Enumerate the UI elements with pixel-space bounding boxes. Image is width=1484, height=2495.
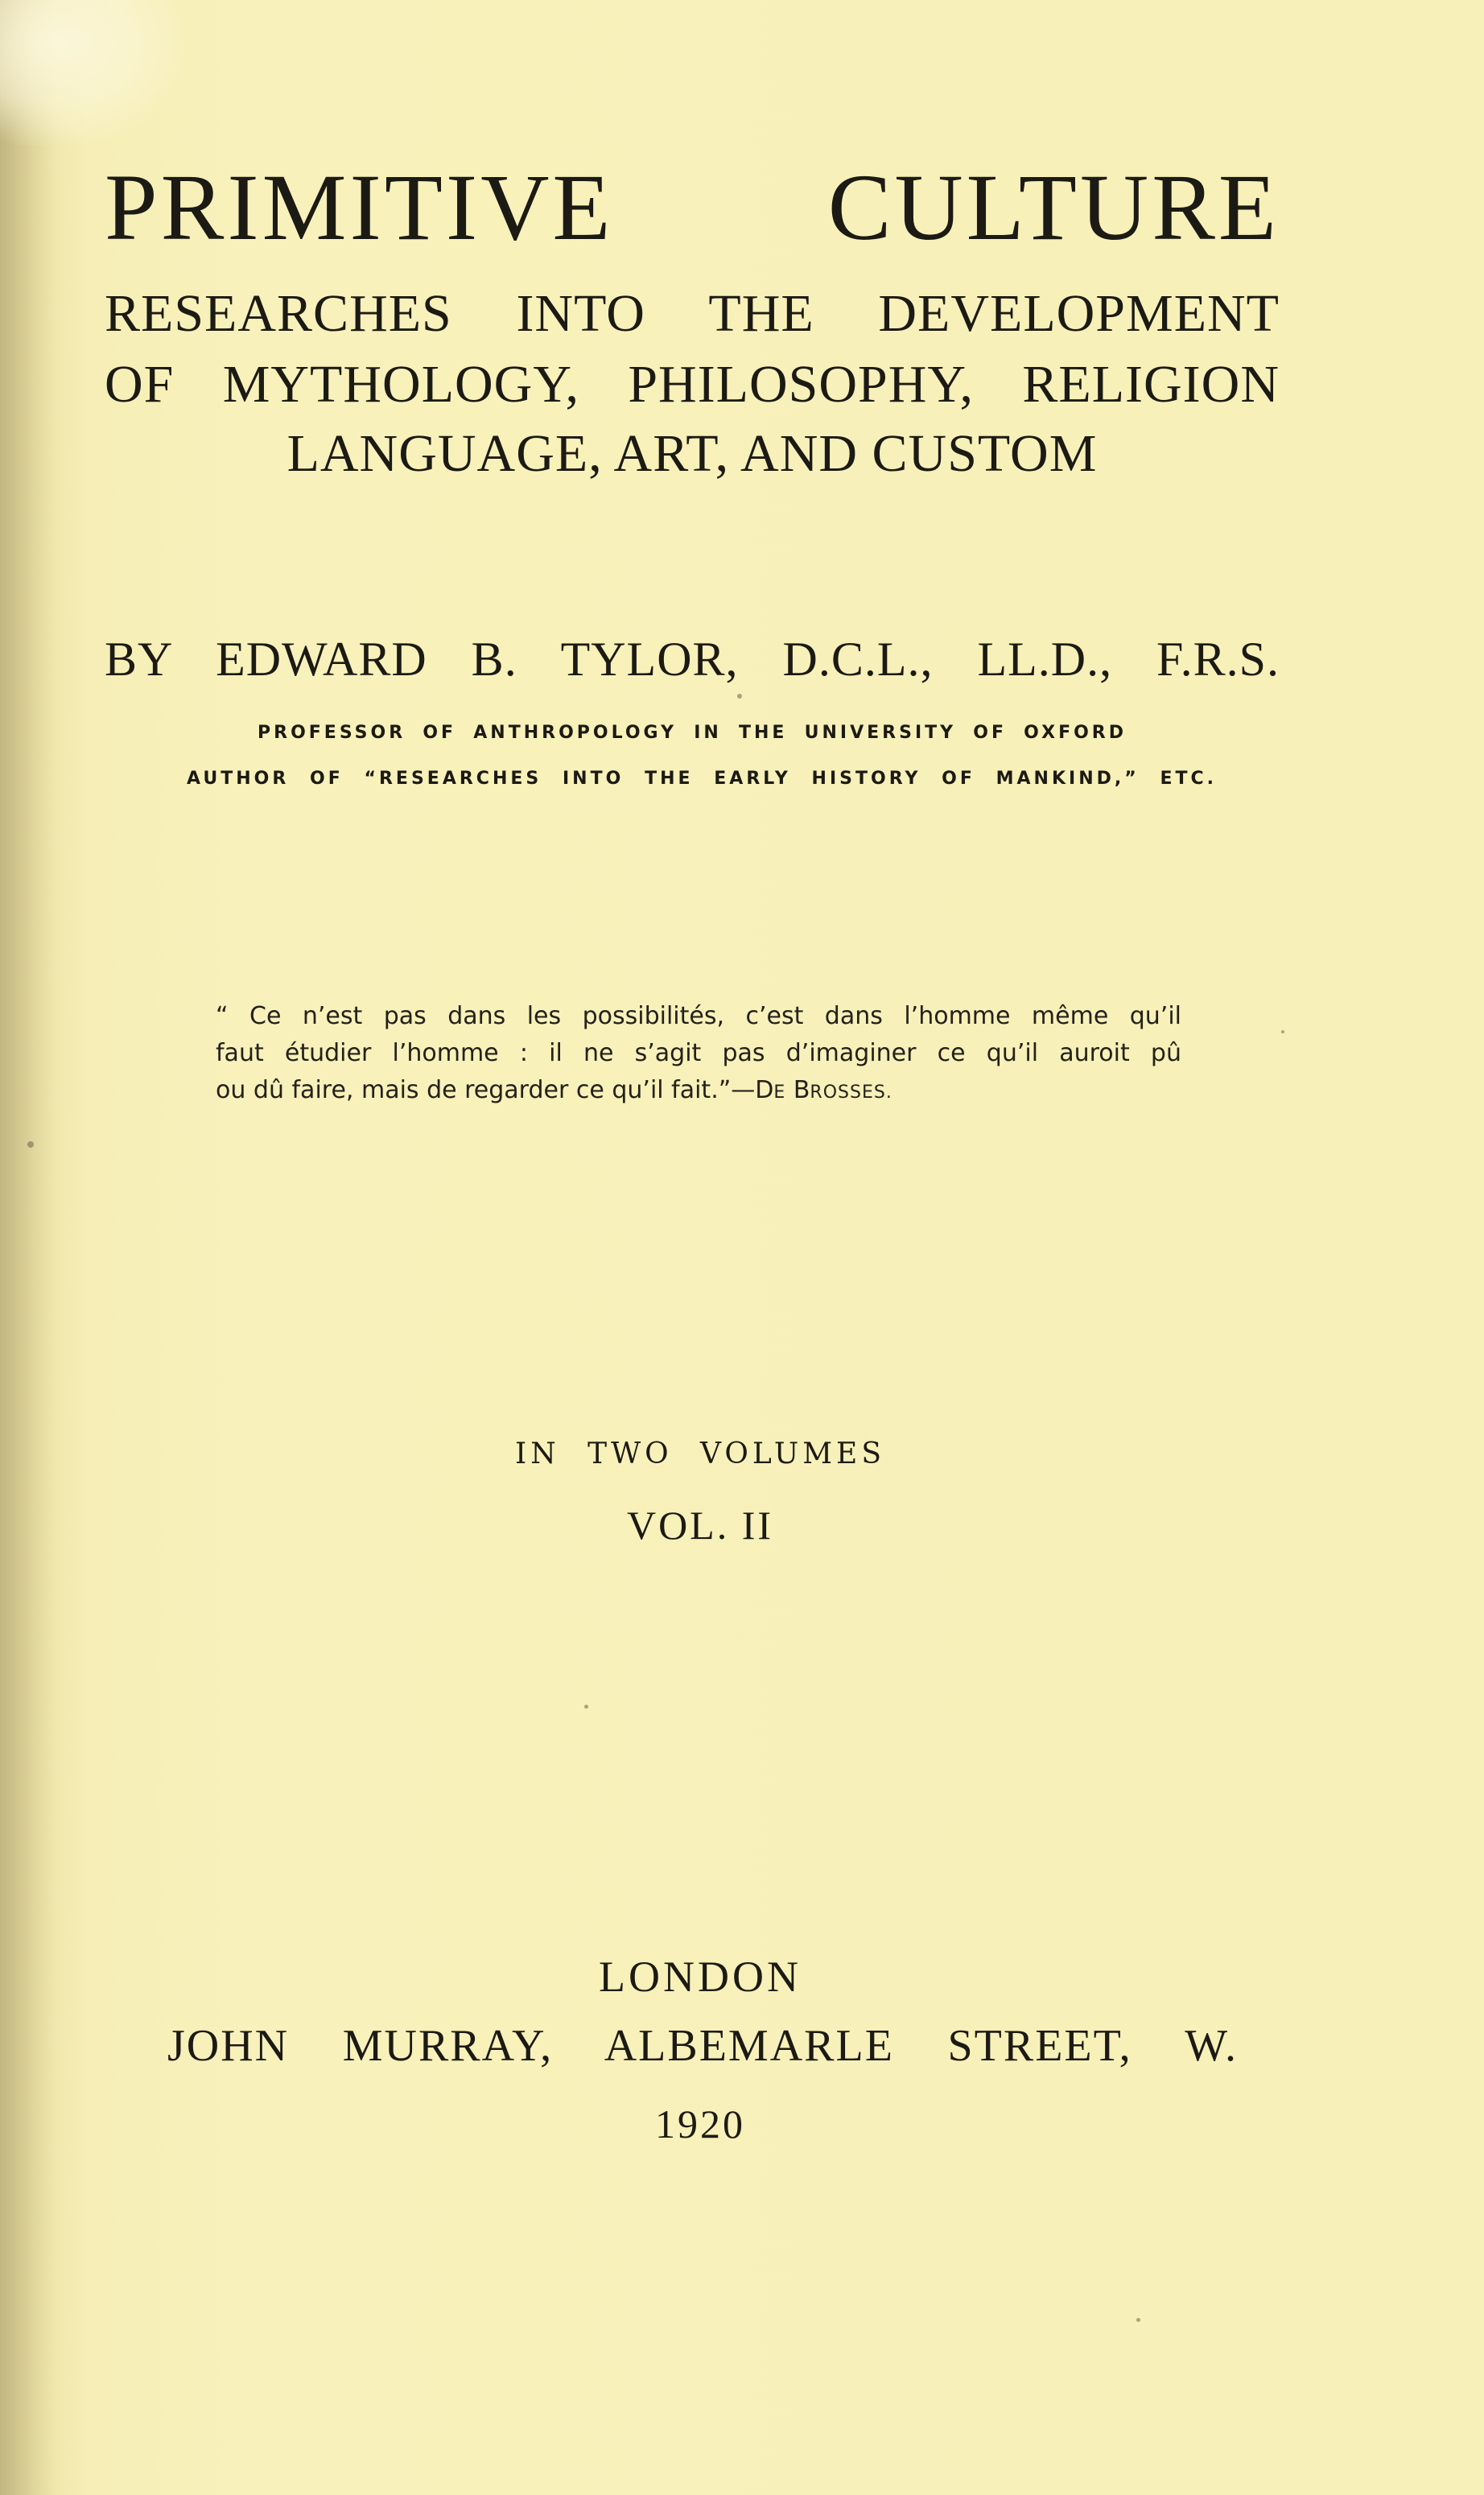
- author-line: BY EDWARD B. TYLOR, D.C.L., LL.D., F.R.S.: [105, 633, 1280, 686]
- credential-line-1: PROFESSOR OF ANTHROPOLOGY IN THE UNIVERSITY OF OXFORD: [258, 723, 1127, 743]
- credential-line-2: AUTHOR OF “RESEARCHES INTO THE EARLY HISTORY OF MANKIND,” ETC.: [187, 769, 1217, 789]
- attribution-smallcaps-1: E: [773, 1083, 786, 1103]
- attribution-initial-2: B: [785, 1076, 810, 1104]
- subtitle-line-3: LANGUAGE, ART, AND CUSTOM: [286, 424, 1098, 483]
- volume-count: IN TWO VOLUMES: [515, 1437, 885, 1470]
- epigraph: [216, 998, 1181, 1111]
- ink-speck: [737, 694, 742, 699]
- book-title: PRIMITIVE CULTURE: [105, 155, 1280, 260]
- epigraph-line-3: [216, 1072, 1181, 1111]
- ink-speck: [27, 1141, 34, 1148]
- subtitle-line-1: RESEARCHES INTO THE DEVELOPMENT: [105, 284, 1280, 343]
- ink-speck: [1281, 1030, 1284, 1033]
- epigraph-line-2: faut étudier l’homme : il ne s’agit pas d’imaginer ce qu’il auroit pû: [216, 1039, 1181, 1067]
- imprint-year: 1920: [655, 2101, 745, 2147]
- ink-speck: [584, 1705, 588, 1709]
- attribution-initial-1: D: [755, 1076, 774, 1104]
- page-corner-highlight: [0, 0, 185, 145]
- epigraph-line-3-text: ou dû faire, mais de regarder ce qu’il fait.”—: [216, 1076, 756, 1104]
- imprint-city: LONDON: [599, 1953, 802, 2001]
- spine-shadow: [0, 0, 56, 2495]
- imprint-publisher: JOHN MURRAY, ALBEMARLE STREET, W.: [167, 2021, 1238, 2071]
- subtitle-line-2: OF MYTHOLOGY, PHILOSOPHY, RELIGION: [105, 355, 1280, 414]
- volume-number: VOL. II: [626, 1503, 774, 1548]
- epigraph-line-1: “ Ce n’est pas dans les possibilités, c’est dans l’homme même qu’il: [216, 1002, 1181, 1030]
- attribution-smallcaps-2: ROSSES.: [810, 1083, 892, 1103]
- ink-speck: [1136, 2318, 1140, 2322]
